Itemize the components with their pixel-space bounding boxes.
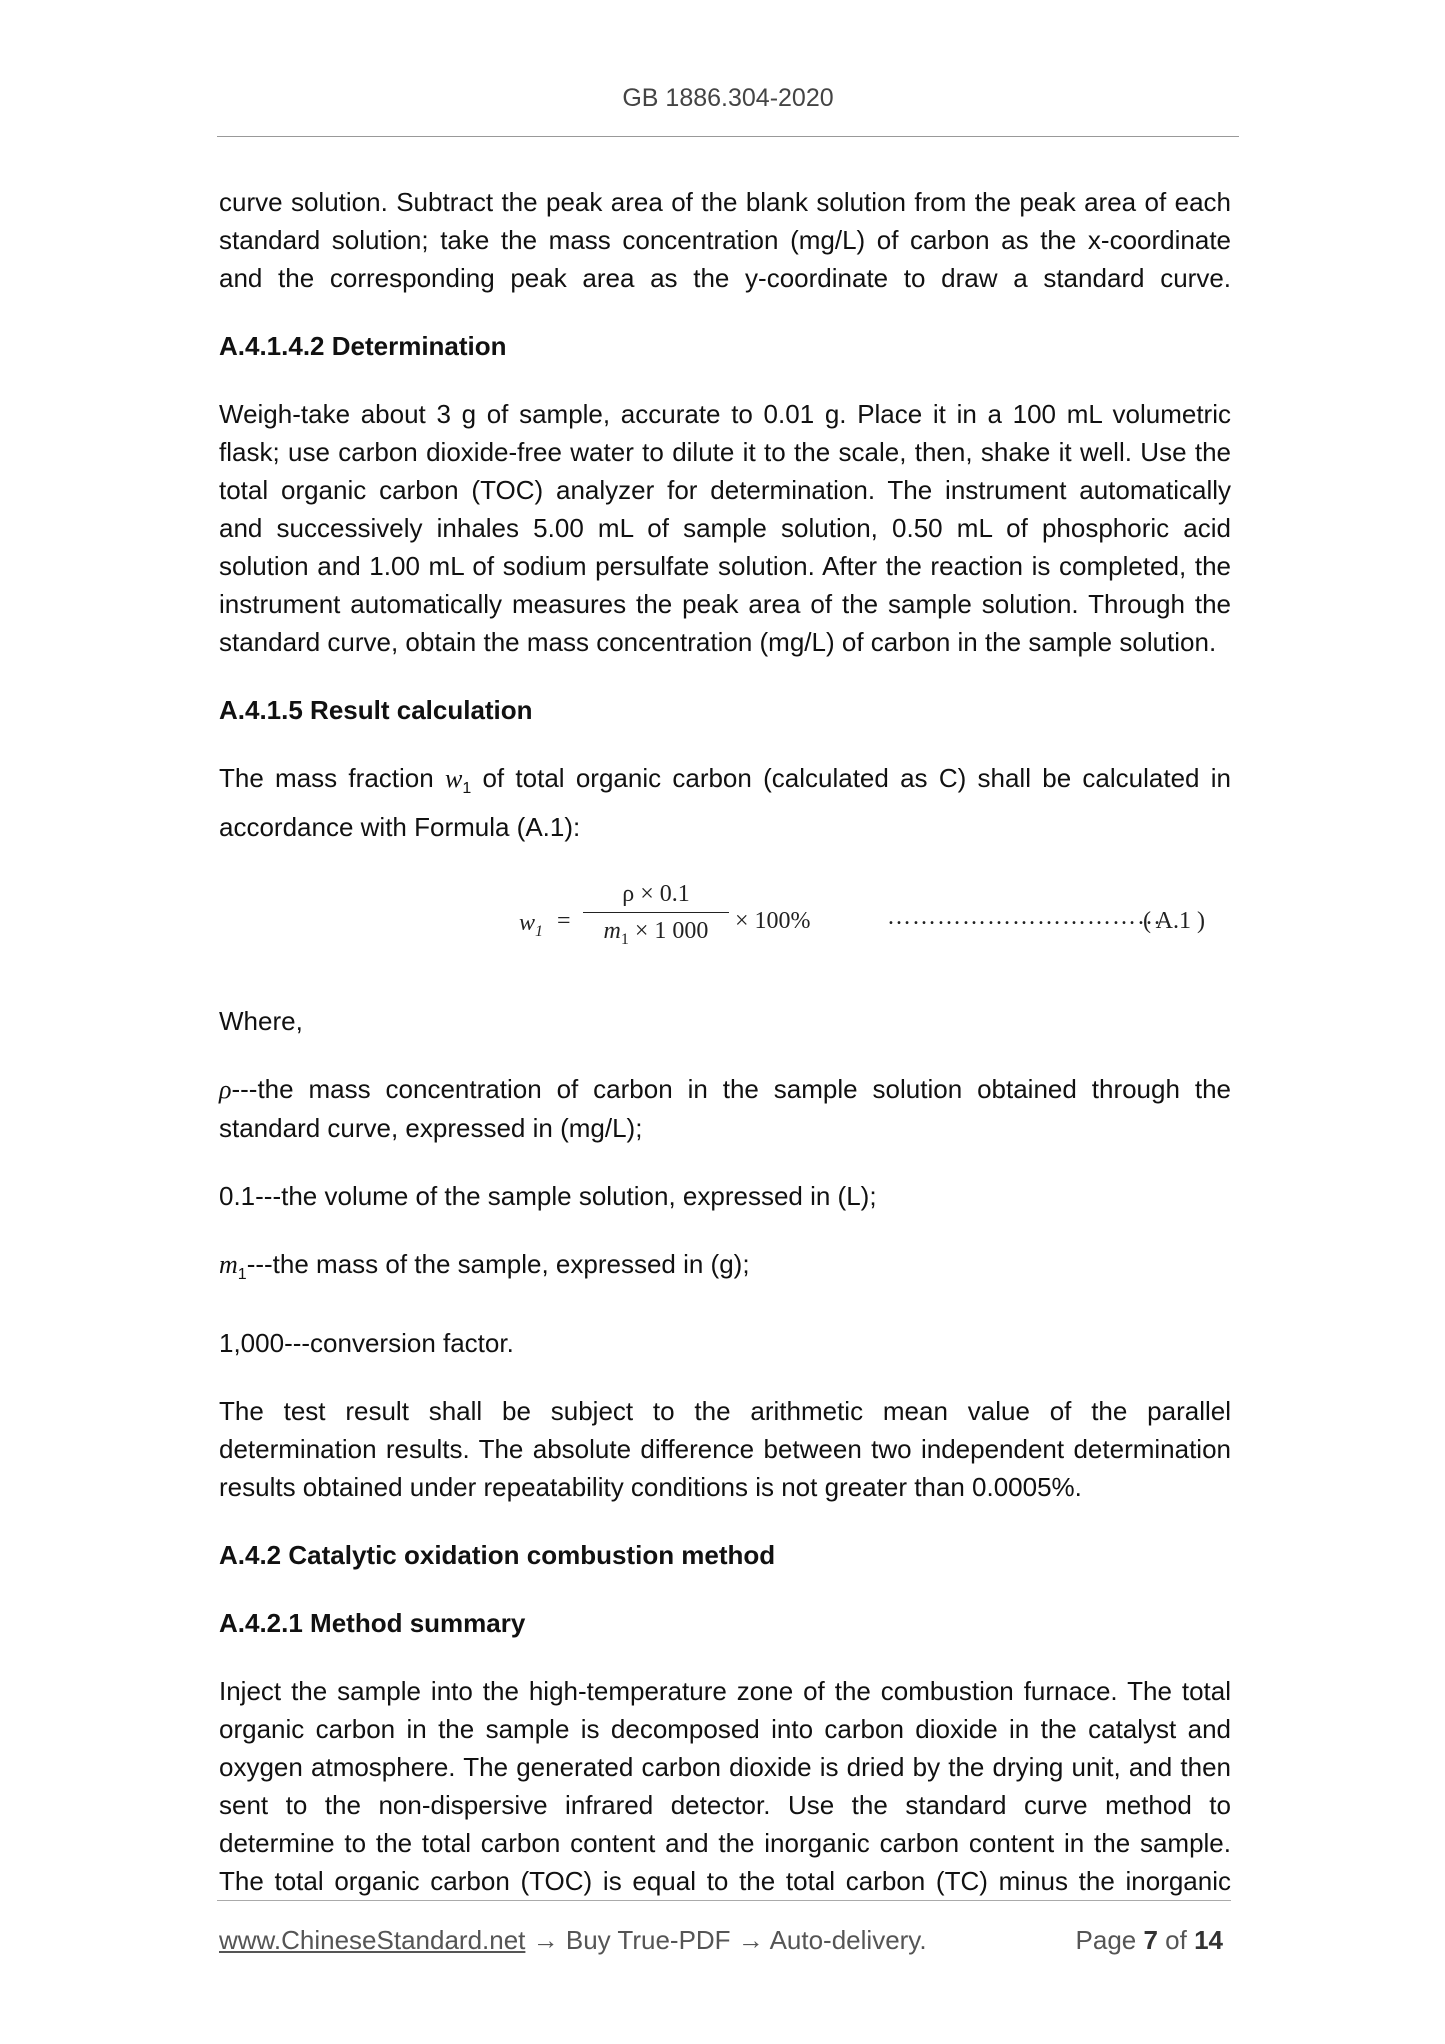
- heading-method-summary: A.4.2.1 Method summary: [219, 1608, 526, 1639]
- footer-divider: [217, 1900, 1231, 1901]
- header-divider: [217, 136, 1239, 137]
- page-number: 7: [1143, 1925, 1158, 1955]
- var-w: w: [444, 764, 463, 793]
- website-link[interactable]: www.ChineseStandard.net: [219, 1925, 526, 1955]
- page-indicator: [1076, 1925, 1223, 1956]
- where-label: Where,: [219, 1006, 303, 1037]
- subscript: 1: [462, 780, 472, 798]
- definition-text: ---the mass concentration of carbon in the sample solution obtained through the standard curve, expressed in (mg/L);: [219, 1074, 1231, 1144]
- formula-number: ( A.1 ): [1143, 908, 1205, 935]
- formula-denominator: [583, 913, 729, 949]
- heading-result-calculation: A.4.1.5 Result calculation: [219, 695, 533, 725]
- var-m: m: [219, 1250, 238, 1280]
- heading-catalytic-oxidation: A.4.2 Catalytic oxidation combustion method: [219, 1540, 776, 1571]
- formula-lhs: [519, 904, 543, 951]
- formula-var-w: w: [519, 910, 536, 937]
- page-footer: [219, 1925, 1231, 1956]
- paragraph-text: curve solution. Subtract the peak area of the blank solution from the peak area of each standard solution; take the mass concentration (mg/L) of carbon as the x-coordinate and the corresponding peak area as the y-coordinate to draw a standard curve.: [219, 187, 1231, 293]
- footer-promo: → Buy True-PDF → Auto-delivery.: [525, 1925, 927, 1955]
- formula-var-m: m: [603, 918, 621, 945]
- text: of total organic carbon (calculated as C) shall be calculated in accordance with Formula (A.1):: [219, 763, 1231, 843]
- page-total: 14: [1194, 1925, 1223, 1955]
- formula-fraction: [583, 876, 729, 949]
- definition-text: ---the mass of the sample, expressed in (g);: [246, 1249, 750, 1280]
- formula-den-rest: × 1 000: [628, 918, 709, 945]
- formula-leader-dots: ……………………………: [887, 904, 1162, 931]
- document-body: [219, 183, 1231, 1930]
- formula-multiplier: × 100%: [735, 908, 811, 935]
- paragraph-mass-fraction: [219, 759, 1231, 846]
- heading-determination: A.4.1.4.2 Determination: [219, 331, 507, 361]
- paragraph-curve-solution: [219, 183, 1231, 297]
- definition-rho: [219, 1070, 1231, 1147]
- var-rho: ρ: [219, 1075, 232, 1105]
- of-label: of: [1157, 1925, 1195, 1955]
- paragraph-test-result: The test result shall be subject to the arithmetic mean value of the parallel determination results. The absolute difference between two independent determination results obtained under repeatability conditions is not greater than 0.0005%.: [219, 1396, 1231, 1503]
- page-header: GB 1886.304-2020: [622, 84, 834, 112]
- text: The mass fraction: [219, 763, 445, 793]
- subscript: 1: [237, 1266, 247, 1284]
- paragraph-determination: Weigh-take about 3 g of sample, accurate to 0.01 g. Place it in a 100 mL volumetric flask; use carbon dioxide-free water to dilute it to the scale, then, shake it well. Use the total organic carbon (TOC) analyzer for determination. The instrument automatically and successively inhales 5.00 mL of sample solution, 0.50 mL of phosphoric acid solution and 1.00 mL of sodium persulfate solution. After the reaction is completed, the instrument automatically measures the peak area of the sample solution. Through the standard curve, obtain the mass concentration (mg/L) of carbon in the sample solution.: [219, 399, 1231, 657]
- formula-sub: 1: [620, 930, 629, 948]
- formula-sub: 1: [535, 922, 544, 940]
- definition-volume: 0.1---the volume of the sample solution, expressed in (L);: [219, 1181, 877, 1212]
- formula-a1: [219, 876, 1231, 968]
- definition-conversion: 1,000---conversion factor.: [219, 1328, 514, 1359]
- formula-numerator: ρ × 0.1: [622, 881, 690, 908]
- page-label: Page: [1075, 1925, 1144, 1955]
- formula-equals: =: [557, 908, 571, 935]
- definition-mass: [219, 1245, 1231, 1294]
- paragraph-method-summary: Inject the sample into the high-temperature zone of the combustion furnace. The total organic carbon in the sample is decomposed into carbon dioxide in the catalyst and oxygen atmosphere. The generated carbon dioxide is dried by the drying unit, and then sent to the non-dispersive infrared detector. Use the standard curve method to determine to the total carbon content and the inorganic carbon content in the sample. The total organic carbon (TOC) is equal to the total carbon (TC) minus the inorganic: [219, 1676, 1231, 1897]
